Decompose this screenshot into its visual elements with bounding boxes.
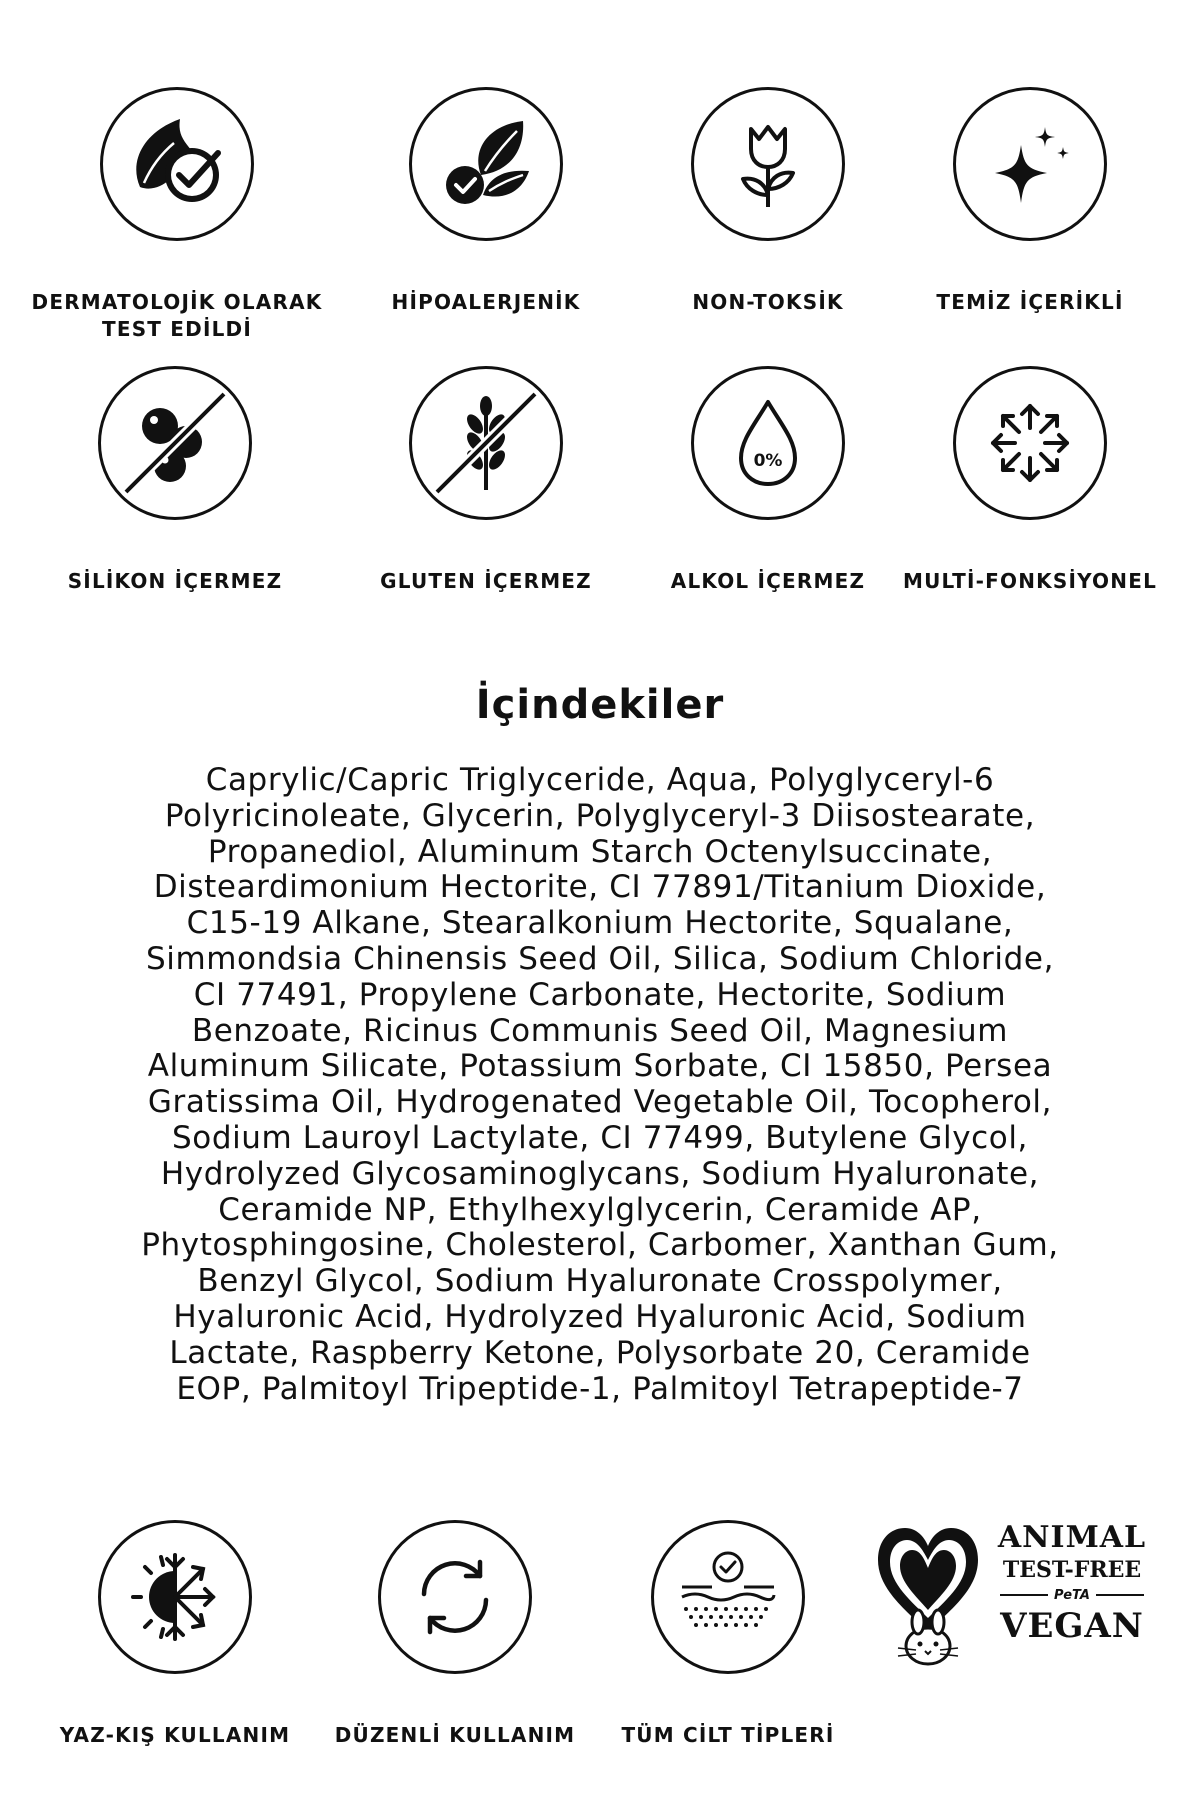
feature-label: DÜZENLİ KULLANIM [334, 1723, 576, 1747]
peta-bunny-heart-icon [872, 1520, 984, 1670]
ingredients-line: Phytosphingosine, Cholesterol, Carbomer, Xanthan Gum, [141, 1227, 1059, 1264]
ingredients-line: Benzyl Glycol, Sodium Hyaluronate Crosspolymer, [197, 1263, 1003, 1300]
feature-label: GLUTEN İÇERMEZ [380, 569, 592, 593]
feature-label: HİPOALERJENİK [391, 290, 581, 314]
ingredients-line: Hydrolyzed Glycosaminoglycans, Sodium Hyaluronate, [160, 1155, 1040, 1192]
feature-label: TÜM CİLT TİPLERİ [621, 1723, 835, 1747]
peta-test-free: TEST-FREE [1002, 1557, 1142, 1583]
ingredients-line: Disteardimonium Hectorite, CI 77891/Titanium Dioxide, [153, 869, 1047, 906]
divider [1000, 1594, 1048, 1596]
ingredients-title: İçindekiler [475, 682, 725, 728]
ingredients-line: CI 77491, Propylene Carbonate, Hectorite, Sodium [193, 976, 1007, 1013]
ingredients-list [40, 763, 1160, 1407]
skin-layers-check-icon [651, 1520, 805, 1674]
feature-label: DERMATOLOJİK OLARAK TEST EDİLDİ [31, 290, 323, 341]
feature-gluten-free [336, 366, 636, 595]
feature-multi-functional [880, 366, 1180, 595]
feature-non-toxic [618, 87, 918, 316]
ingredients-line: Propanediol, Aluminum Starch Octenylsuccinate, [207, 833, 993, 870]
drop-zero-percent-icon [691, 366, 845, 520]
ingredients-line: C15-19 Alkane, Stearalkonium Hectorite, Squalane, [186, 905, 1014, 942]
wheat-crossed-icon [409, 366, 563, 520]
feature-summer-winter-use [25, 1520, 325, 1749]
feature-label: ALKOL İÇERMEZ [670, 569, 866, 593]
sparkles-icon [953, 87, 1107, 241]
peta-animal: ANIMAL [997, 1520, 1147, 1555]
ingredients-line: Gratissima Oil, Hydrogenated Vegetable Oil, Tocopherol, [147, 1084, 1053, 1121]
feature-regular-use [305, 1520, 605, 1749]
peta-vegan-badge [872, 1520, 1160, 1670]
ingredients-line: Simmondsia Chinensis Seed Oil, Silica, Sodium Chloride, [145, 940, 1055, 977]
peta-brand-row [984, 1584, 1160, 1606]
feature-label: NON-TOKSİK [692, 290, 844, 314]
leaves-berry-check-icon [409, 87, 563, 241]
ingredients-line: Ceramide NP, Ethylhexylglycerin, Ceramide AP, [218, 1191, 982, 1228]
ingredients-line: Hyaluronic Acid, Hydrolyzed Hyaluronic Acid, Sodium [173, 1298, 1027, 1335]
arrows-outward-icon [953, 366, 1107, 520]
divider [1096, 1594, 1144, 1596]
feature-hypoallergenic [336, 87, 636, 316]
peta-vegan: VEGAN [1000, 1606, 1144, 1646]
ingredients-line: Aluminum Silicate, Potassium Sorbate, CI 15850, Persea [147, 1048, 1053, 1085]
ingredients-line: Lactate, Raspberry Ketone, Polysorbate 20, Ceramide [169, 1334, 1031, 1371]
feature-clean-ingredients [880, 87, 1180, 316]
peta-logo-text: PeTA [1054, 1587, 1090, 1603]
tulip-flower-icon [691, 87, 845, 241]
ingredients-line: Sodium Lauroyl Lactylate, CI 77499, Butylene Glycol, [171, 1119, 1029, 1156]
ingredients-line: Benzoate, Ricinus Communis Seed Oil, Magnesium [191, 1012, 1009, 1049]
ingredients-line: Polyricinoleate, Glycerin, Polyglyceryl-3 Diisostearate, [164, 797, 1036, 834]
peta-text [984, 1520, 1160, 1646]
feature-all-skin-types [578, 1520, 878, 1749]
feature-label: MULTİ-FONKSİYONEL [902, 569, 1158, 593]
ingredients-line: Caprylic/Capric Triglyceride, Aqua, Polyglyceryl-6 [205, 762, 995, 798]
zero-percent-badge: 0% [753, 451, 783, 471]
feature-silicone-free [25, 366, 325, 595]
silicone-beads-crossed-icon [98, 366, 252, 520]
feature-label: SİLİKON İÇERMEZ [67, 569, 283, 593]
sun-snowflake-icon [98, 1520, 252, 1674]
feature-alcohol-free [618, 366, 918, 595]
refresh-cycle-icon [378, 1520, 532, 1674]
leaf-check-icon [100, 87, 254, 241]
ingredients-line: EOP, Palmitoyl Tripeptide-1, Palmitoyl Tetrapeptide-7 [176, 1370, 1024, 1407]
feature-dermatologically-tested [27, 87, 327, 343]
feature-label: TEMİZ İÇERİKLİ [936, 290, 1124, 314]
feature-label: YAZ-KIŞ KULLANIM [59, 1723, 291, 1747]
